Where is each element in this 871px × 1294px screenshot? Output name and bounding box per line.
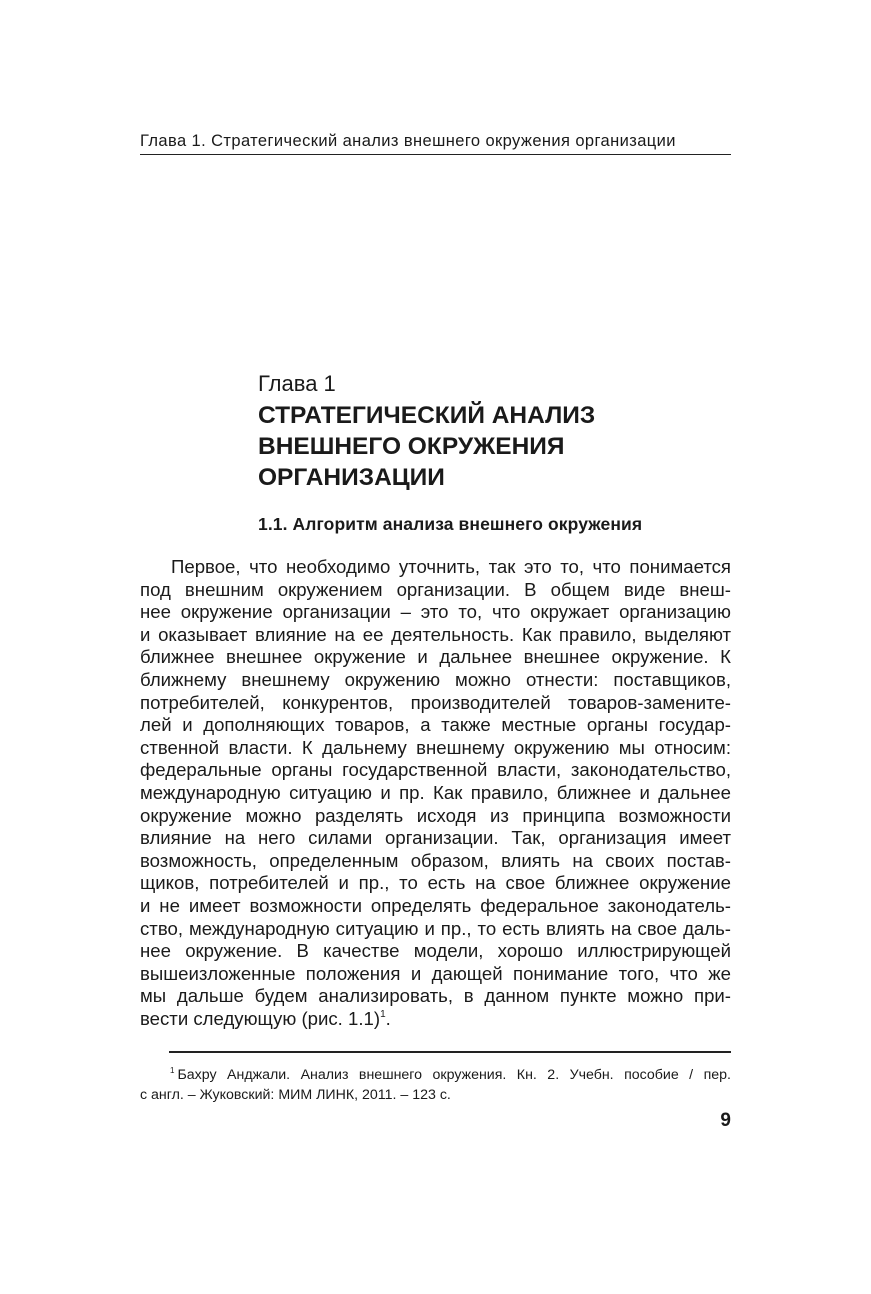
footnote-line: с англ. – Жуковский: МИМ ЛИНК, 2011. – 123 с. — [140, 1087, 451, 1103]
running-header: Глава 1. Стратегический анализ внешнего окружения организации — [140, 132, 676, 150]
body-line: возможность, определенным образом, влиять на своих постав- — [140, 849, 731, 871]
body-line: и оказывает влияние на ее деятельность. Как правило, выделяют — [140, 623, 731, 645]
body-line: влияние на него силами организации. Так, организация имеет — [140, 827, 731, 849]
body-last-line — [140, 1008, 731, 1031]
body-paragraph — [140, 556, 731, 1030]
chapter-label: Глава 1 — [258, 371, 336, 396]
body-line: нее окружение. В качестве модели, хорошо иллюстрирующей — [140, 940, 731, 962]
body-line: вышеизложенные положения и дающей понимание того, что же — [140, 962, 731, 984]
body-line: окружение можно разделять исходя из принципа возможности — [140, 804, 731, 826]
body-last-line-end: . — [385, 1007, 391, 1029]
body-last-line-text: вести следующую (рис. 1.1) — [140, 1007, 381, 1029]
body-line: потребителей, конкурентов, производителей товаров-замените- — [140, 691, 731, 713]
footnote-line-text: Бахру Анджали. Анализ внешнего окружения. Кн. 2. Учебн. пособие / пер. — [177, 1067, 731, 1083]
chapter-title-line: СТРАТЕГИЧЕСКИЙ АНАЛИЗ — [258, 402, 596, 429]
footnote-line — [140, 1065, 731, 1085]
body-line: ближнему внешнему окружению можно отнести: поставщиков, — [140, 668, 731, 690]
body-line: международную ситуацию и пр. Как правило, ближнее и дальнее — [140, 781, 731, 803]
body-line: Первое, что необходимо уточнить, так это то, что понимается — [171, 556, 731, 577]
footnote — [140, 1065, 731, 1105]
chapter-title — [258, 400, 728, 493]
footnote-reference[interactable]: 1 — [380, 1008, 386, 1020]
body-line: нее окружение организации – это то, что окружает организацию — [140, 601, 731, 623]
header-rule — [140, 154, 731, 155]
section-heading: 1.1. Алгоритм анализа внешнего окружения — [258, 514, 643, 534]
body-line: ство, международную ситуацию и пр., то есть влиять на свое даль- — [140, 917, 731, 939]
body-line: мы дальше будем анализировать, в данном пункте можно при- — [140, 985, 731, 1007]
body-line: федеральные органы государственной власти, законодательство, — [140, 759, 731, 781]
body-line: под внешним окружением организации. В общем виде внеш- — [140, 578, 731, 600]
footnote-marker: 1 — [170, 1066, 175, 1075]
page-number: 9 — [720, 1110, 731, 1131]
body-line: ственной власти. К дальнему внешнему окружению мы относим: — [140, 736, 731, 758]
chapter-title-line: ВНЕШНЕГО ОКРУЖЕНИЯ — [258, 433, 565, 460]
body-line: и не имеет возможности определять федеральное законодатель- — [140, 894, 731, 916]
footnote-rule — [169, 1051, 731, 1053]
chapter-title-line: ОРГАНИЗАЦИИ — [258, 464, 445, 491]
body-line: лей и дополняющих товаров, а также местные органы государ- — [140, 714, 731, 736]
body-line: щиков, потребителей и пр., то есть на свое ближнее окружение — [140, 872, 731, 894]
body-line: ближнее внешнее окружение и дальнее внешнее окружение. К — [140, 646, 731, 668]
